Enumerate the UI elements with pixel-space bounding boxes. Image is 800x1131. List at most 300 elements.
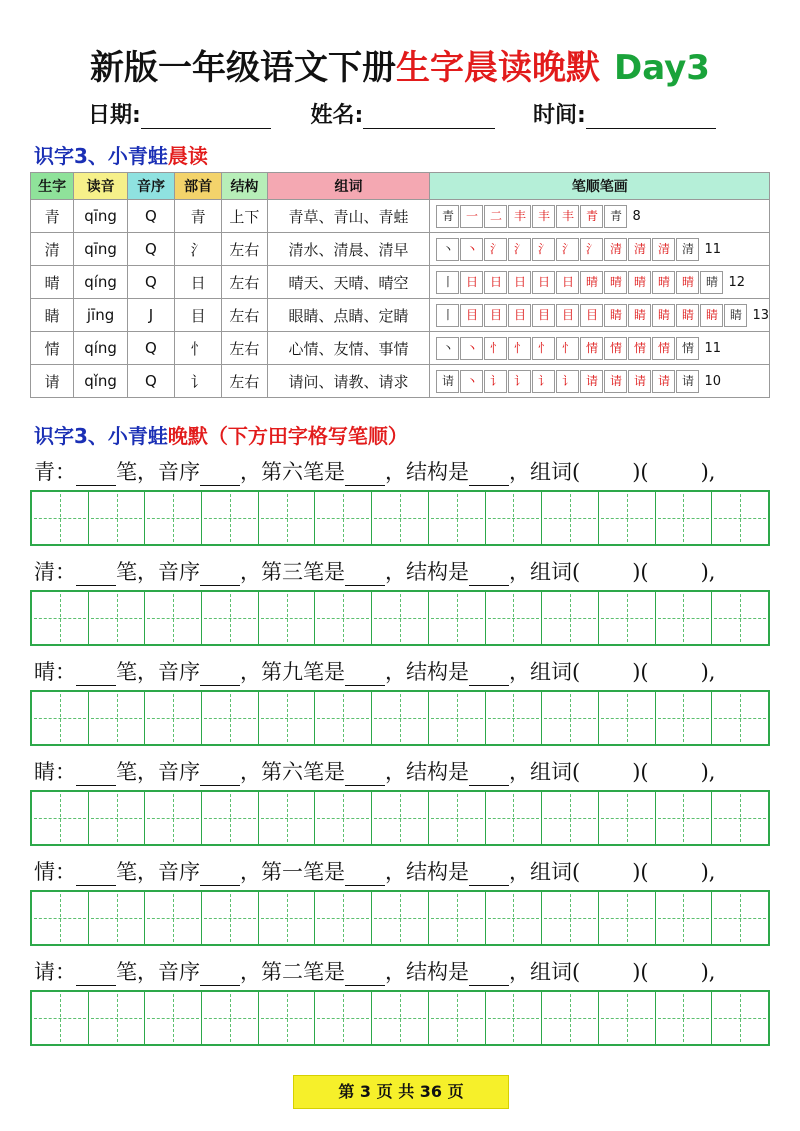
exercise-char: 青 (34, 460, 55, 484)
cell-stroke-order (430, 233, 770, 266)
section-evening-heading: 识字3、小青蛙晚默（下方田字格写笔顺） (34, 424, 408, 448)
label-structure: ，结构是 (385, 760, 469, 784)
stroke-step: 目 (484, 304, 507, 327)
stroke-step: 目 (460, 304, 483, 327)
stroke-blank[interactable] (345, 463, 385, 486)
tianzige-cell[interactable] (32, 792, 89, 844)
stroke-step: 丰 (532, 205, 555, 228)
tianzige-cell[interactable] (712, 792, 768, 844)
cell-pinyin: qíng (74, 266, 128, 299)
tianzige-cell[interactable] (202, 492, 259, 544)
cell-words: 青草、青山、青蛙 (267, 200, 430, 233)
label-words: ，组词( (509, 960, 581, 984)
order-blank[interactable] (200, 863, 240, 886)
tianzige-cell[interactable] (89, 892, 146, 944)
stroke-step: 请 (676, 370, 699, 393)
reference-table (30, 172, 770, 398)
label-order: ，音序 (137, 760, 200, 784)
exercise-char: 晴 (34, 660, 55, 684)
stroke-step: 青 (604, 205, 627, 228)
stroke-step: 请 (628, 370, 651, 393)
col-header-strokes: 笔顺笔画 (430, 173, 770, 200)
cell-words: 清水、清晨、清早 (267, 233, 430, 266)
order-blank[interactable] (200, 663, 240, 686)
table-row (31, 365, 770, 398)
stroke-step: 丨 (436, 271, 459, 294)
tianzige-cell[interactable] (202, 892, 259, 944)
stroke-count-blank[interactable] (76, 463, 116, 486)
stroke-step: 一 (460, 205, 483, 228)
paren-end: ), (700, 860, 716, 884)
stroke-count: 11 (704, 340, 721, 356)
stroke-count: 13 (752, 307, 769, 323)
stroke-step: 睛 (676, 304, 699, 327)
stroke-blank[interactable] (345, 763, 385, 786)
writing-grid (30, 790, 770, 846)
tianzige-cell[interactable] (315, 992, 372, 1044)
stroke-count: 10 (704, 373, 721, 389)
page-title (0, 40, 800, 89)
cell-radical: 青 (175, 200, 222, 233)
order-blank[interactable] (200, 563, 240, 586)
stroke-step: 请 (436, 370, 459, 393)
stroke-step: 日 (508, 271, 531, 294)
stroke-step: 清 (604, 238, 627, 261)
cell-char: 晴 (31, 266, 74, 299)
stroke-step: 丰 (556, 205, 579, 228)
colon: ： (55, 460, 76, 484)
stroke-step: 清 (628, 238, 651, 261)
label-structure: ，结构是 (385, 960, 469, 984)
paren-mid: )( (632, 660, 649, 684)
label-stroke-question: ，第九笔是 (240, 660, 345, 684)
cell-pinyin: qǐng (74, 365, 128, 398)
stroke-step: 睛 (724, 304, 747, 327)
stroke-step: 忄 (532, 337, 555, 360)
stroke-step: 目 (580, 304, 603, 327)
label-stroke-question: ，第六笔是 (240, 760, 345, 784)
stroke-count-blank[interactable] (76, 963, 116, 986)
stroke-step: 丶 (460, 337, 483, 360)
tianzige-cell[interactable] (145, 592, 202, 644)
stroke-step: 睛 (604, 304, 627, 327)
colon: ： (55, 660, 76, 684)
stroke-step: 目 (508, 304, 531, 327)
tianzige-cell[interactable] (542, 892, 599, 944)
stroke-step: 日 (556, 271, 579, 294)
label-strokes: 笔 (116, 460, 137, 484)
tianzige-cell[interactable] (656, 892, 713, 944)
stroke-step: 丶 (436, 238, 459, 261)
stroke-count-blank[interactable] (76, 863, 116, 886)
colon: ： (55, 960, 76, 984)
cell-structure: 左右 (222, 299, 267, 332)
cell-pinyin: qīng (74, 200, 128, 233)
table-row (31, 299, 770, 332)
stroke-step: 晴 (580, 271, 603, 294)
structure-blank[interactable] (469, 563, 509, 586)
stroke-step: 情 (652, 337, 675, 360)
writing-grid (30, 590, 770, 646)
cell-words: 晴天、天晴、晴空 (267, 266, 430, 299)
cell-structure: 上下 (222, 200, 267, 233)
tianzige-cell[interactable] (32, 892, 89, 944)
cell-structure: 左右 (222, 365, 267, 398)
tianzige-cell[interactable] (486, 992, 543, 1044)
tianzige-cell[interactable] (145, 792, 202, 844)
label-stroke-question: ，第一笔是 (240, 860, 345, 884)
stroke-step: 请 (604, 370, 627, 393)
writing-grid (30, 890, 770, 946)
cell-order: Q (127, 332, 174, 365)
col-header-words: 组词 (267, 173, 430, 200)
label-strokes: 笔 (116, 960, 137, 984)
time-field[interactable] (586, 104, 716, 129)
tianzige-cell[interactable] (89, 992, 146, 1044)
stroke-step: 晴 (652, 271, 675, 294)
structure-blank[interactable] (469, 763, 509, 786)
tianzige-cell[interactable] (542, 992, 599, 1044)
label-order: ，音序 (137, 660, 200, 684)
date-label: 日期: (88, 103, 141, 128)
stroke-step: 丰 (508, 205, 531, 228)
tianzige-cell[interactable] (712, 692, 768, 744)
tianzige-cell[interactable] (372, 592, 429, 644)
table-row (31, 233, 770, 266)
tianzige-cell[interactable] (486, 492, 543, 544)
label-strokes: 笔 (116, 760, 137, 784)
stroke-step: 忄 (484, 337, 507, 360)
tianzige-cell[interactable] (202, 692, 259, 744)
structure-blank[interactable] (469, 663, 509, 686)
label-order: ，音序 (137, 960, 200, 984)
stroke-blank[interactable] (345, 563, 385, 586)
stroke-step: 二 (484, 205, 507, 228)
stroke-step: 氵 (580, 238, 603, 261)
tianzige-cell[interactable] (315, 692, 372, 744)
exercise-char: 请 (34, 960, 55, 984)
title-main: 新版一年级语文下册 (90, 48, 397, 88)
label-words: ，组词( (509, 760, 581, 784)
exercise-question (34, 956, 715, 986)
cell-char: 睛 (31, 299, 74, 332)
paren-end: ), (700, 960, 716, 984)
stroke-step: 情 (604, 337, 627, 360)
tianzige-cell[interactable] (542, 792, 599, 844)
tianzige-cell[interactable] (372, 992, 429, 1044)
order-blank[interactable] (200, 463, 240, 486)
date-field[interactable] (141, 104, 271, 129)
cell-radical: 日 (175, 266, 222, 299)
stroke-step: 情 (628, 337, 651, 360)
tianzige-cell[interactable] (259, 692, 316, 744)
paren-mid: )( (632, 860, 649, 884)
stroke-step: 情 (580, 337, 603, 360)
tianzige-cell[interactable] (372, 792, 429, 844)
tianzige-cell[interactable] (712, 992, 768, 1044)
tianzige-cell[interactable] (32, 692, 89, 744)
cell-pinyin: qíng (74, 332, 128, 365)
tianzige-cell[interactable] (372, 892, 429, 944)
tianzige-cell[interactable] (486, 792, 543, 844)
cell-stroke-order (430, 365, 770, 398)
tianzige-cell[interactable] (202, 992, 259, 1044)
colon: ： (55, 760, 76, 784)
tianzige-cell[interactable] (712, 892, 768, 944)
stroke-count-blank[interactable] (76, 663, 116, 686)
tianzige-cell[interactable] (315, 792, 372, 844)
tianzige-cell[interactable] (429, 892, 486, 944)
stroke-step: 氵 (556, 238, 579, 261)
cell-order: Q (127, 233, 174, 266)
tianzige-cell[interactable] (712, 492, 768, 544)
tianzige-cell[interactable] (656, 492, 713, 544)
stroke-step: 日 (460, 271, 483, 294)
label-words: ，组词( (509, 860, 581, 884)
tianzige-cell[interactable] (202, 792, 259, 844)
writing-grid (30, 690, 770, 746)
col-header-pinyin: 读音 (74, 173, 128, 200)
cell-pinyin: jīng (74, 299, 128, 332)
stroke-blank[interactable] (345, 863, 385, 886)
paren-end: ), (700, 660, 716, 684)
cell-words: 心情、友情、事情 (267, 332, 430, 365)
stroke-step: 清 (676, 238, 699, 261)
label-strokes: 笔 (116, 660, 137, 684)
tianzige-cell[interactable] (486, 592, 543, 644)
label-structure: ，结构是 (385, 660, 469, 684)
exercise-char: 情 (34, 860, 55, 884)
label-strokes: 笔 (116, 860, 137, 884)
name-field[interactable] (363, 104, 495, 129)
writing-grid (30, 490, 770, 546)
cell-words: 请问、请教、请求 (267, 365, 430, 398)
table-row (31, 332, 770, 365)
exercise-question (34, 456, 715, 486)
stroke-step: 情 (676, 337, 699, 360)
cell-order: Q (127, 266, 174, 299)
stroke-step: 讠 (532, 370, 555, 393)
label-stroke-question: ，第二笔是 (240, 960, 345, 984)
tianzige-cell[interactable] (656, 792, 713, 844)
paren-mid: )( (632, 760, 649, 784)
label-words: ，组词( (509, 660, 581, 684)
structure-blank[interactable] (469, 863, 509, 886)
label-words: ，组词( (509, 460, 581, 484)
tianzige-cell[interactable] (315, 892, 372, 944)
exercise-char: 清 (34, 560, 55, 584)
stroke-step: 请 (580, 370, 603, 393)
cell-order: Q (127, 200, 174, 233)
col-header-char: 生字 (31, 173, 74, 200)
col-header-radical: 部首 (175, 173, 222, 200)
stroke-step: 日 (484, 271, 507, 294)
tianzige-cell[interactable] (599, 492, 656, 544)
stroke-step: 氵 (532, 238, 555, 261)
cell-structure: 左右 (222, 233, 267, 266)
label-structure: ，结构是 (385, 460, 469, 484)
tianzige-cell[interactable] (89, 692, 146, 744)
cell-char: 青 (31, 200, 74, 233)
tianzige-cell[interactable] (656, 592, 713, 644)
stroke-step: 请 (652, 370, 675, 393)
exercise-question (34, 656, 715, 686)
tianzige-cell[interactable] (712, 592, 768, 644)
stroke-step: 晴 (700, 271, 723, 294)
stroke-step: 讠 (508, 370, 531, 393)
cell-radical: 讠 (175, 365, 222, 398)
label-words: ，组词( (509, 560, 581, 584)
exercise-char: 睛 (34, 760, 55, 784)
stroke-step: 讠 (484, 370, 507, 393)
tianzige-cell[interactable] (599, 692, 656, 744)
tianzige-cell[interactable] (32, 492, 89, 544)
tianzige-cell[interactable] (429, 592, 486, 644)
colon: ： (55, 860, 76, 884)
cell-char: 请 (31, 365, 74, 398)
stroke-blank[interactable] (345, 663, 385, 686)
tianzige-cell[interactable] (89, 492, 146, 544)
tianzige-cell[interactable] (315, 492, 372, 544)
tianzige-cell[interactable] (486, 892, 543, 944)
tianzige-cell[interactable] (259, 792, 316, 844)
tianzige-cell[interactable] (599, 592, 656, 644)
stroke-step: 晴 (604, 271, 627, 294)
tianzige-cell[interactable] (542, 692, 599, 744)
tianzige-cell[interactable] (429, 492, 486, 544)
page-number: 第 3 页 共 36 页 (293, 1075, 509, 1109)
tianzige-cell[interactable] (315, 592, 372, 644)
table-header-row (31, 173, 770, 200)
tianzige-cell[interactable] (486, 692, 543, 744)
cell-char: 情 (31, 332, 74, 365)
paren-end: ), (700, 760, 716, 784)
tianzige-cell[interactable] (259, 992, 316, 1044)
time-label: 时间: (532, 103, 586, 128)
stroke-count-blank[interactable] (76, 563, 116, 586)
colon: ： (55, 560, 76, 584)
section-morning-heading: 识字3、小青蛙晨读 (34, 144, 208, 168)
tianzige-cell[interactable] (259, 592, 316, 644)
cell-words: 眼睛、点睛、定睛 (267, 299, 430, 332)
cell-stroke-order (430, 332, 770, 365)
stroke-step: 晴 (628, 271, 651, 294)
stroke-step: 睛 (652, 304, 675, 327)
tianzige-cell[interactable] (599, 892, 656, 944)
stroke-step: 睛 (628, 304, 651, 327)
tianzige-cell[interactable] (372, 692, 429, 744)
tianzige-cell[interactable] (89, 592, 146, 644)
table-row (31, 200, 770, 233)
exercise-question (34, 756, 715, 786)
title-highlight: 生字晨读晚默 (396, 48, 601, 88)
cell-radical: 目 (175, 299, 222, 332)
cell-order: J (127, 299, 174, 332)
tianzige-cell[interactable] (656, 992, 713, 1044)
cell-stroke-order (430, 266, 770, 299)
tianzige-cell[interactable] (202, 592, 259, 644)
stroke-step: 讠 (556, 370, 579, 393)
cell-radical: 忄 (175, 332, 222, 365)
order-blank[interactable] (200, 963, 240, 986)
cell-stroke-order (430, 200, 770, 233)
stroke-step: 氵 (484, 238, 507, 261)
cell-structure: 左右 (222, 266, 267, 299)
tianzige-cell[interactable] (145, 492, 202, 544)
exercise-question (34, 856, 715, 886)
tianzige-cell[interactable] (259, 492, 316, 544)
stroke-blank[interactable] (345, 963, 385, 986)
col-header-order: 音序 (127, 173, 174, 200)
stroke-step: 青 (580, 205, 603, 228)
tianzige-cell[interactable] (259, 892, 316, 944)
tianzige-cell[interactable] (429, 992, 486, 1044)
tianzige-cell[interactable] (599, 792, 656, 844)
tianzige-cell[interactable] (32, 592, 89, 644)
structure-blank[interactable] (469, 963, 509, 986)
tianzige-cell[interactable] (656, 692, 713, 744)
label-structure: ，结构是 (385, 860, 469, 884)
structure-blank[interactable] (469, 463, 509, 486)
label-strokes: 笔 (116, 560, 137, 584)
stroke-step: 丨 (436, 304, 459, 327)
writing-grid (30, 990, 770, 1046)
tianzige-cell[interactable] (429, 792, 486, 844)
tianzige-cell[interactable] (145, 692, 202, 744)
tianzige-cell[interactable] (542, 492, 599, 544)
stroke-step: 忄 (508, 337, 531, 360)
order-blank[interactable] (200, 763, 240, 786)
name-label: 姓名: (310, 103, 364, 128)
tianzige-cell[interactable] (542, 592, 599, 644)
stroke-step: 清 (652, 238, 675, 261)
tianzige-cell[interactable] (599, 992, 656, 1044)
table-row (31, 266, 770, 299)
exercise-question (34, 556, 715, 586)
stroke-step: 丶 (460, 238, 483, 261)
stroke-count-blank[interactable] (76, 763, 116, 786)
tianzige-cell[interactable] (32, 992, 89, 1044)
cell-stroke-order (430, 299, 770, 332)
stroke-step: 目 (532, 304, 555, 327)
paren-end: ), (700, 460, 716, 484)
label-stroke-question: ，第六笔是 (240, 460, 345, 484)
tianzige-cell[interactable] (89, 792, 146, 844)
label-order: ，音序 (137, 460, 200, 484)
stroke-step: 忄 (556, 337, 579, 360)
label-structure: ，结构是 (385, 560, 469, 584)
label-order: ，音序 (137, 860, 200, 884)
stroke-count: 8 (632, 208, 641, 224)
tianzige-cell[interactable] (372, 492, 429, 544)
stroke-step: 日 (532, 271, 555, 294)
stroke-step: 睛 (700, 304, 723, 327)
cell-order: Q (127, 365, 174, 398)
cell-structure: 左右 (222, 332, 267, 365)
stroke-count: 11 (704, 241, 721, 257)
stroke-step: 丶 (460, 370, 483, 393)
tianzige-cell[interactable] (429, 692, 486, 744)
tianzige-cell[interactable] (145, 992, 202, 1044)
title-day: Day3 (614, 48, 710, 88)
stroke-step: 晴 (676, 271, 699, 294)
paren-mid: )( (632, 960, 649, 984)
stroke-step: 氵 (508, 238, 531, 261)
tianzige-cell[interactable] (145, 892, 202, 944)
paren-end: ), (700, 560, 716, 584)
col-header-structure: 结构 (222, 173, 267, 200)
cell-radical: 氵 (175, 233, 222, 266)
